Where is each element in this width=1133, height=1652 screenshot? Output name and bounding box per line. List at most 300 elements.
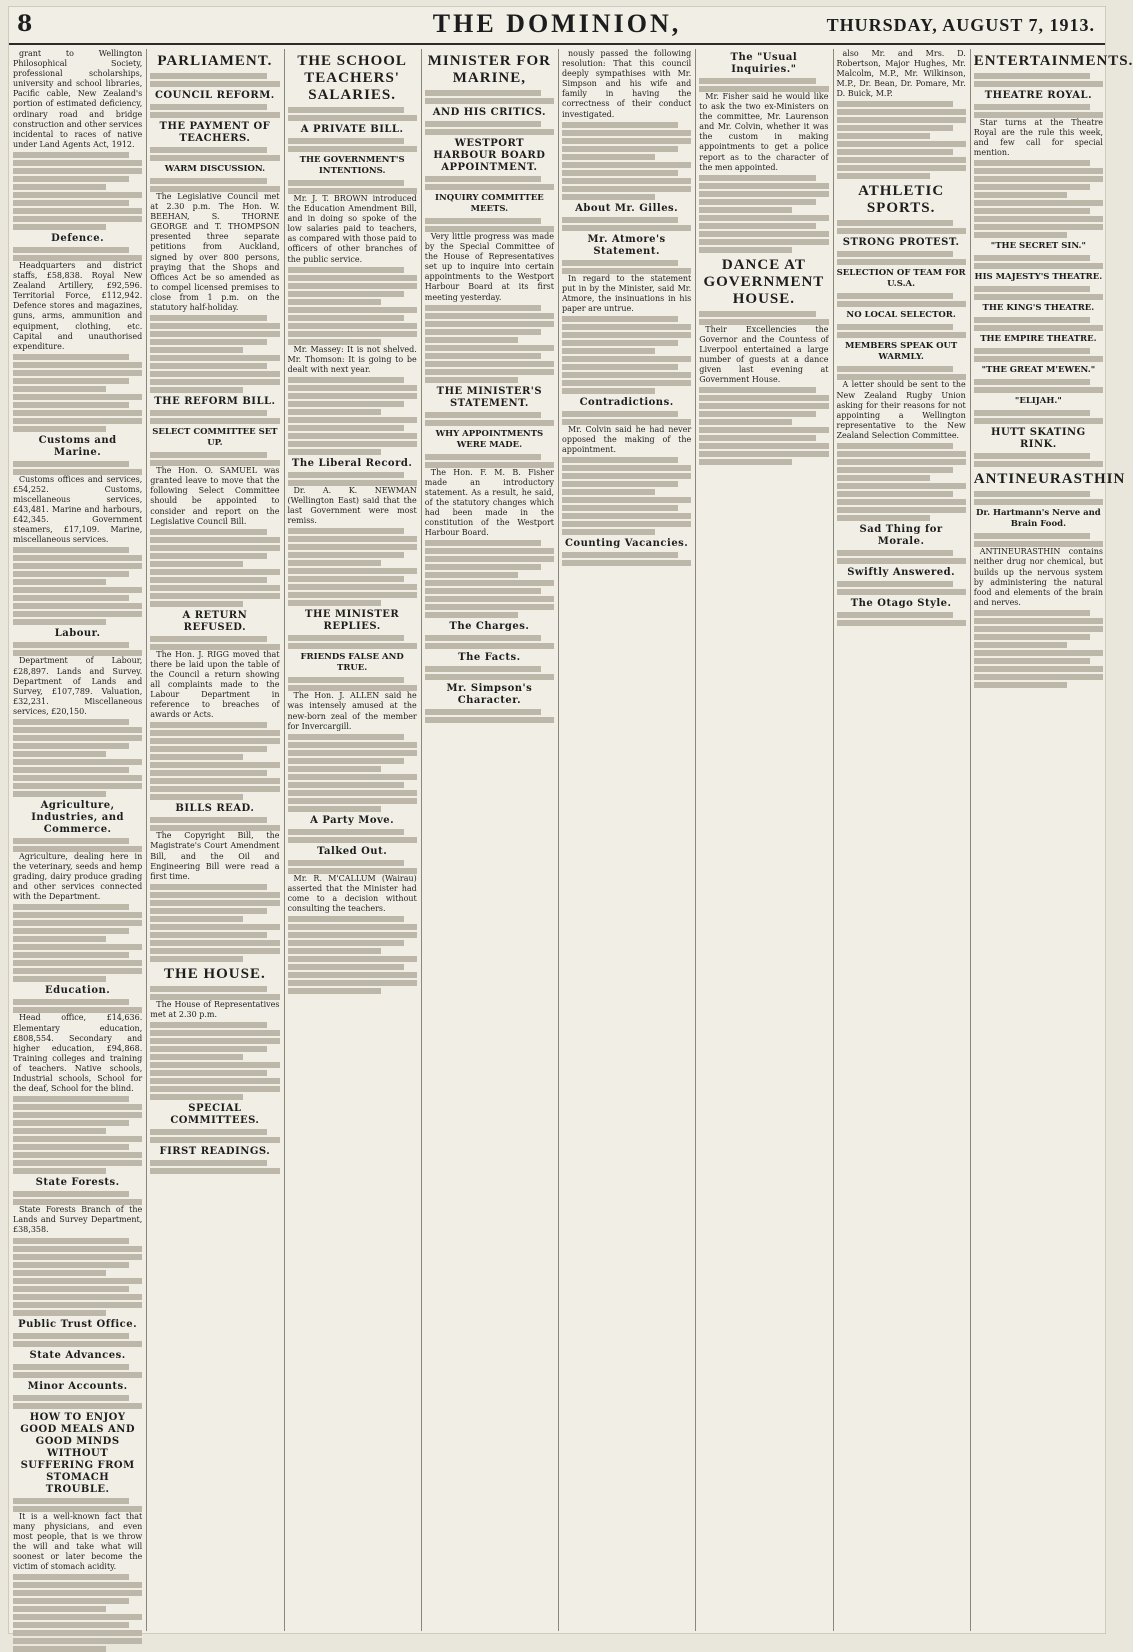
text-line [974,634,1090,640]
subheading: The Liberal Record. [291,457,413,469]
column-rule [970,49,971,1631]
text-line [288,964,404,970]
text-line [974,658,1090,664]
text-line [699,387,815,393]
text-line [699,435,815,441]
text-line [288,860,404,866]
article-paragraph: In regard to the statement put in by the Minister, said Mr. Atmore, the insinuations in his paper are untrue. [562,273,692,313]
column-rule [284,49,285,1631]
text-line [288,643,417,649]
text-line [425,129,554,135]
text-line [150,178,266,184]
text-line [13,603,142,609]
text-line [13,216,142,222]
text-line [288,138,404,144]
text-line [974,491,1090,497]
text-line [150,561,243,567]
text-line [13,461,129,467]
text-line [150,1086,279,1092]
column-8 [970,49,1133,1631]
text-line [425,184,554,190]
text-line [288,774,417,780]
newspaper-title: THE DOMINION, [432,9,682,38]
text-line [150,730,279,736]
text-line [562,260,678,266]
text-line [562,529,655,535]
text-line [562,457,678,463]
text-line [699,311,815,317]
subheading: THE MINISTER REPLIES. [305,609,400,633]
article-paragraph: The Copyright Bill, the Magistrate's Court Amendment Bill, and the Oil and Engineering Bill were read a first time. [150,831,280,881]
text-line [150,817,266,823]
text-line [562,521,691,527]
text-line [13,224,106,230]
text-line [150,916,243,922]
text-line [288,409,381,415]
text-line [13,1590,142,1596]
text-line [13,152,129,158]
text-line [13,418,142,424]
subheading: SELECT COMMITTEE SET UP. [152,427,278,449]
text-line [288,180,404,186]
text-line [425,635,541,641]
text-line [699,459,792,465]
text-line [562,473,691,479]
text-line [150,1062,279,1068]
text-line [288,798,417,804]
subheading: COUNCIL REFORM. [154,90,275,101]
subheading: The Otago Style. [850,598,952,610]
text-line [13,1246,142,1252]
text-line [150,112,279,118]
text-line [13,1262,129,1268]
text-line [150,1137,279,1143]
text-line [13,386,106,392]
text-line [288,924,417,930]
subheading: THE KING'S THEATRE. [982,303,1095,314]
subheading: NO LOCAL SELECTOR. [846,310,956,321]
text-line [150,553,266,559]
text-line [288,267,404,273]
text-line [150,155,279,161]
text-line [837,507,966,513]
text-line [150,1046,266,1052]
text-line [150,601,243,607]
text-line [13,1364,129,1370]
text-line [425,612,518,618]
text-line [699,403,828,409]
subheading: THEATRE ROYAL. [984,90,1093,101]
text-line [13,1598,129,1604]
article-paragraph: Mr. Fisher said he would like to ask the two ex-Ministers on the committee, Mr. Laurenson and Mr. Colvin, whether it was the custom in making appointments to get a police report as to the character of the men appointed. [699,92,829,172]
text-line [974,104,1090,110]
text-line [974,618,1103,624]
text-line [13,1104,142,1110]
text-line [13,1096,129,1102]
text-line [837,491,953,497]
text-line [425,218,541,224]
text-line [13,1333,129,1339]
text-line [288,401,404,407]
text-line [288,544,417,550]
text-line [837,125,953,131]
text-line [288,635,404,641]
text-line [974,499,1103,505]
article-paragraph: A letter should be sent to the New Zealand Rugby Union asking for their reasons for not appointing a Wellington representative to the New Zealand Selection Committee. [836,380,966,440]
text-line [288,449,381,455]
subheading: The Charges. [449,621,530,633]
text-line [13,1152,142,1158]
text-line [837,475,930,481]
text-line [425,604,554,610]
text-line [425,121,541,127]
text-line [974,453,1090,459]
text-line [837,451,966,457]
text-line [13,968,142,974]
masthead [9,7,1105,45]
text-line [288,600,381,606]
article-paragraph: also Mr. and Mrs. D. Robertson, Major Hughes, Mr. Malcolm, M.P., Mr. Wilkinson, M.P., Dr. Bean, Dr. Pomare, Mr. D. Buick, M.P. [836,49,966,99]
text-line [288,972,417,978]
text-line [150,1129,266,1135]
text-line [288,552,404,558]
text-line [288,837,417,843]
text-line [699,247,792,253]
text-line [13,767,129,773]
text-line [150,1070,266,1076]
text-line [974,200,1103,206]
article-paragraph: Dr. A. K. NEWMAN (Wellington East) said that the last Government were most remiss. [287,485,417,526]
text-line [150,884,266,890]
column-3 [284,49,421,1631]
text-line [288,806,381,812]
text-line [837,220,953,226]
column-4 [421,49,558,1631]
text-line [13,960,142,966]
text-line [974,192,1067,198]
text-line [150,593,279,599]
column-6 [695,49,832,1631]
text-line [699,411,815,417]
text-line [425,313,554,319]
headline: DANCE AT GOVERNMENT HOUSE. [703,256,825,307]
text-line [837,589,966,595]
text-line [562,170,678,176]
headline: ANTINEURASTHIN [973,471,1126,488]
text-line [288,677,404,683]
text-line [13,759,142,765]
article-paragraph: Customs offices and services, £54,252. Customs, miscellaneous services, £43,481. Marine and harbours, £42,345. Government steamers, £17,109. Marine, miscellaneous services. [13,474,143,545]
text-line [13,200,129,206]
text-line [13,168,142,174]
text-line [13,944,142,950]
text-line [425,369,554,375]
text-line [699,223,815,229]
text-line [837,467,953,473]
text-line [150,794,243,800]
headline: ENTERTAINMENTS. [973,53,1133,69]
text-line [13,1278,142,1284]
text-line [974,286,1090,292]
text-line [974,81,1103,87]
headline: THE SCHOOL TEACHERS' SALARIES. [297,53,407,103]
text-line [288,528,404,534]
subheading: "ELIJAH." [1014,396,1062,407]
text-line [13,410,142,416]
text-line [974,232,1067,238]
text-line [13,920,142,926]
text-line [974,263,1103,269]
text-line [699,451,828,457]
text-line [974,317,1090,323]
text-line [699,78,815,84]
subheading: THE REFORM BILL. [154,396,276,408]
article-columns [9,49,1133,1631]
text-line [13,426,106,432]
text-line [13,952,129,958]
text-line [13,1395,129,1401]
article-paragraph: Head office, £14,636. Elementary education, £808,554. Secondary and higher education, £94,868. Training colleges and training of teachers. Native schools, Industrial schools, School for the deaf, School for the blind. [13,1013,143,1094]
text-line [13,1270,106,1276]
text-line [699,183,828,189]
article-paragraph: grant to Wellington Philosophical Society, professional scholarships, university and school libraries, Pacific cable, New Zealand's portion of estimated deficiency, ordinary road and bridge construction and other services incidental to races of native under Land Agents Act, 1912. [13,49,143,149]
text-line [13,783,142,789]
text-line [13,378,129,384]
text-line [13,160,142,166]
subheading: Mr. Simpson's Character. [446,683,533,707]
text-line [13,370,142,376]
text-line [562,316,678,322]
text-line [425,556,554,562]
text-line [288,560,381,566]
text-line [13,1191,129,1197]
text-line [150,762,279,768]
text-line [699,239,828,245]
text-line [288,988,381,994]
text-line [562,489,655,495]
subheading: Sad Thing for Morale. [859,524,943,548]
subheading: A Party Move. [310,814,395,826]
text-line [288,576,404,582]
text-line [13,1120,129,1126]
text-line [288,385,417,391]
subheading: WHY APPOINTMENTS WERE MADE. [435,428,544,450]
text-line [13,571,129,577]
subheading: About Mr. Gilles. [575,202,679,214]
text-line [699,395,828,401]
article-paragraph: The Legislative Council met at 2.30 p.m. The Hon. W. BEEHAN, S. THORNE GEORGE and T. THOMPSON presented three separate petitions from Auckland, signed by over 800 persons, praying that the Shops and Offices Act be so amended as to compel licensed premises to close from 1 p.m. on the statutory half-holiday. [150,192,280,313]
text-line [974,461,1103,467]
text-line [425,454,541,460]
text-line [288,323,417,329]
text-line [13,751,106,757]
text-line [13,208,142,214]
headline: HOW TO ENJOY GOOD MEALS AND GOOD MINDS WITHOUT SUFFERING FROM STOMACH TROUBLE. [20,1411,136,1495]
article-paragraph: Mr. Massey: It is not shelved. Mr. Thomson: It is going to be dealt with next year. [287,344,417,374]
text-line [425,176,541,182]
subheading: "THE SECRET SIN." [990,241,1086,252]
text-line [974,666,1103,672]
text-line [13,1606,106,1612]
text-line [699,207,792,213]
text-line [562,481,678,487]
text-line [288,584,417,590]
subheading: WESTPORT HARBOUR BOARD APPOINTMENT. [433,138,546,173]
article-paragraph: State Forests Branch of the Lands and Survey Department, £38,358. [13,1205,143,1235]
text-line [837,612,953,618]
subheading: STRONG PROTEST. [842,237,960,249]
text-line [974,610,1090,616]
headline: MINISTER FOR MARINE, [427,53,551,86]
article-paragraph: ANTINEURASTHIN contains neither drug nor chemical, but builds up the nervous system by administering the natural food and elements of the brain and nerves. [973,547,1103,607]
text-line [425,90,541,96]
text-line [150,363,266,369]
text-line [699,215,828,221]
text-line [288,916,404,922]
text-line [974,533,1090,539]
subheading: Counting Vacancies. [564,538,689,550]
text-line [13,1638,142,1644]
text-line [13,184,106,190]
text-line [288,948,381,954]
text-line [150,355,279,361]
article-paragraph: Their Excellencies the Governor and the Countess of Liverpool entertained a large number of guests at a dance given last evening at Government House. [699,324,829,385]
article-paragraph: The Hon. F. M. B. Fisher made an introductory statement. As a result, he said, of the statutory changes which had been made in the constitution of the Westport Harbour Board. [424,467,554,538]
subheading: "THE GREAT M'EWEN." [981,365,1096,376]
text-line [150,104,266,110]
text-line [837,251,953,257]
text-line [13,362,142,368]
text-line [288,766,381,772]
text-line [562,513,691,519]
text-line [13,642,129,648]
subheading: Agriculture, Industries, and Commerce. [31,800,124,835]
text-line [150,754,243,760]
article-paragraph: Star turns at the Theatre Royal are the rule this week, and few call for special mention. [973,118,1103,158]
text-line [562,505,678,511]
text-line [150,331,279,337]
text-line [699,419,792,425]
text-line [288,291,404,297]
text-line [837,558,966,564]
text-line [288,592,417,598]
subheading: MEMBERS SPEAK OUT WARMLY. [845,341,958,363]
text-line [13,1646,106,1652]
text-line [837,366,953,372]
text-line [288,315,404,321]
text-line [837,301,966,307]
subheading: THE PAYMENT OF TEACHERS. [159,121,271,144]
headline: THE HOUSE. [164,965,266,982]
text-line [150,778,279,784]
subheading: A PRIVATE BILL. [300,124,404,135]
text-line [562,372,691,378]
column-rule [695,49,696,1631]
subheading: State Forests. [35,1177,120,1189]
text-line [150,339,266,345]
text-line [425,412,541,418]
text-line [13,587,142,593]
text-line [150,537,279,543]
subheading: Defence. [51,232,105,244]
text-line [13,1136,142,1142]
text-line [425,580,554,586]
text-line [562,130,691,136]
text-line [150,379,279,385]
article-paragraph: nously passed the following resolution: That this council deeply sympathises with Mr. Simpson and his wife and family in having the correctness of their conduct investigated. [562,49,692,119]
subheading: INQUIRY COMMITTEE MEETS. [435,193,544,214]
text-line [13,735,142,741]
text-line [150,924,279,930]
text-line [837,141,966,147]
text-line [150,940,279,946]
subheading: Customs and Marine. [38,434,117,458]
text-line [13,719,129,725]
text-line [425,337,518,343]
text-line [288,790,417,796]
text-line [837,228,966,234]
text-line [13,912,142,918]
text-line [837,332,966,338]
text-line [13,354,129,360]
text-line [150,1054,243,1060]
article-paragraph: Agriculture, dealing here in the veterinary, seeds and hemp grading, dairy produce grading and other services connected with the Department. [13,852,143,902]
article-paragraph: The Hon. O. SAMUEL was granted leave to move that the following Select Committee should be appointed to consider and report on the Legislative Council Bill. [150,466,280,526]
text-line [150,1078,279,1084]
text-line [13,1294,142,1300]
subheading: Dr. Hartmann's Nerve and Brain Food. [976,508,1101,530]
article-paragraph: The House of Representatives met at 2.30 p.m. [150,999,280,1019]
text-line [425,321,554,327]
subheading: THE GOVERNMENT'S INTENTIONS. [299,155,405,176]
text-line [13,936,106,942]
text-line [13,547,129,553]
text-line [13,791,106,797]
text-line [974,650,1103,656]
text-line [425,377,518,383]
text-line [837,173,930,179]
text-line [150,1168,279,1174]
text-line [13,727,142,733]
text-line [13,402,129,408]
text-line [425,361,554,367]
text-line [837,581,953,587]
subheading: WARM DISCUSSION. [164,164,266,174]
text-line [288,331,417,337]
text-line [13,192,142,198]
text-line [13,579,106,585]
text-line [974,325,1103,331]
text-line [425,572,518,578]
text-line [837,459,966,465]
subheading: HUTT SKATING RINK. [991,427,1086,451]
text-line [150,908,266,914]
text-line [974,176,1103,182]
text-line [974,208,1090,214]
text-line [562,217,678,223]
subheading: Minor Accounts. [27,1380,128,1392]
article-paragraph: The Hon. J. RIGG moved that there be laid upon the table of the Council a return showing all complaints made to the Labour Department in reference to breaches of awards or Acts. [150,649,280,720]
text-line [288,758,404,764]
text-line [837,443,953,449]
text-line [150,722,266,728]
text-line [13,1341,142,1347]
text-line [13,904,129,910]
text-line [150,932,266,938]
text-line [150,323,279,329]
text-line [288,536,417,542]
text-line [150,418,279,424]
